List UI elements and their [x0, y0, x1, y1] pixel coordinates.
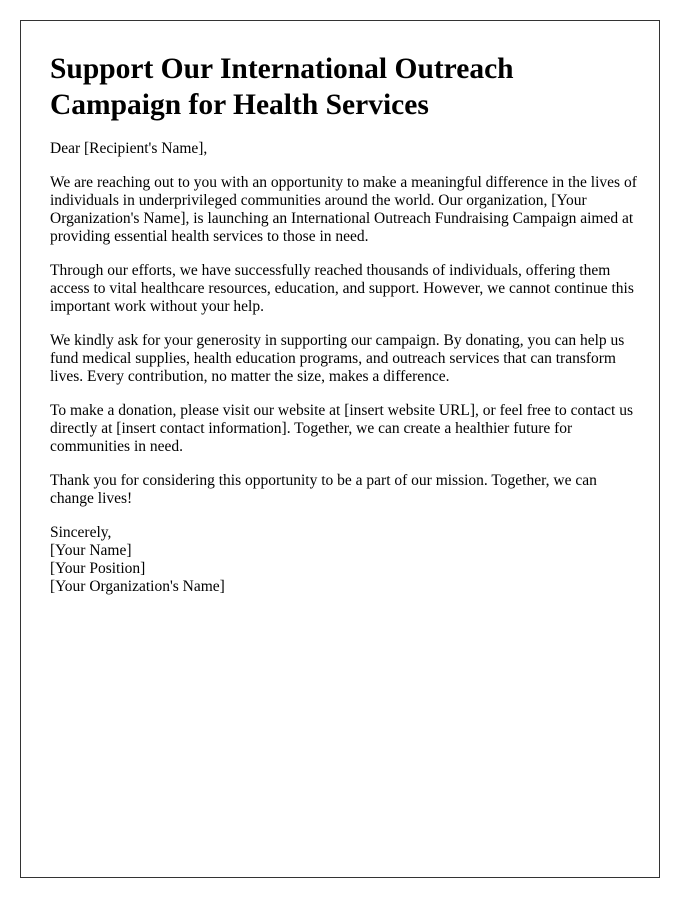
letter-closing: [50, 524, 640, 596]
letter-title: Support Our International Outreach Campaign for Health Services: [50, 53, 514, 121]
closing-signoff: Sincerely,: [50, 524, 112, 541]
letter-page: [20, 20, 660, 878]
letter-greeting: Dear [Recipient's Name],: [50, 140, 208, 157]
letter-content: [50, 51, 640, 596]
closing-name: [Your Name]: [50, 542, 132, 559]
letter-paragraph-intro: We are reaching out to you with an opportunity to make a meaningful difference in the lives of individuals in underprivileged communities around the world. Our organization, [Your Organization's Name], is launching an International Outreach Fundraising Campaign aimed at providing essential health services to those in need.: [50, 174, 637, 245]
letter-paragraph-donation: To make a donation, please visit our website at [insert website URL], or feel free to contact us directly at [insert contact information]. Together, we can create a healthier future for communities in need.: [50, 402, 633, 455]
letter-paragraph-request: We kindly ask for your generosity in supporting our campaign. By donating, you can help us fund medical supplies, health education programs, and outreach services that can transform lives. Every contribution, no matter the size, makes a difference.: [50, 332, 625, 385]
letter-paragraph-efforts: Through our efforts, we have successfully reached thousands of individuals, offering them access to vital healthcare resources, education, and support. However, we cannot continue this important work without your help.: [50, 262, 634, 315]
closing-position: [Your Position]: [50, 560, 146, 577]
closing-organization: [Your Organization's Name]: [50, 578, 225, 595]
letter-paragraph-thanks: Thank you for considering this opportunity to be a part of our mission. Together, we can change lives!: [50, 472, 597, 507]
